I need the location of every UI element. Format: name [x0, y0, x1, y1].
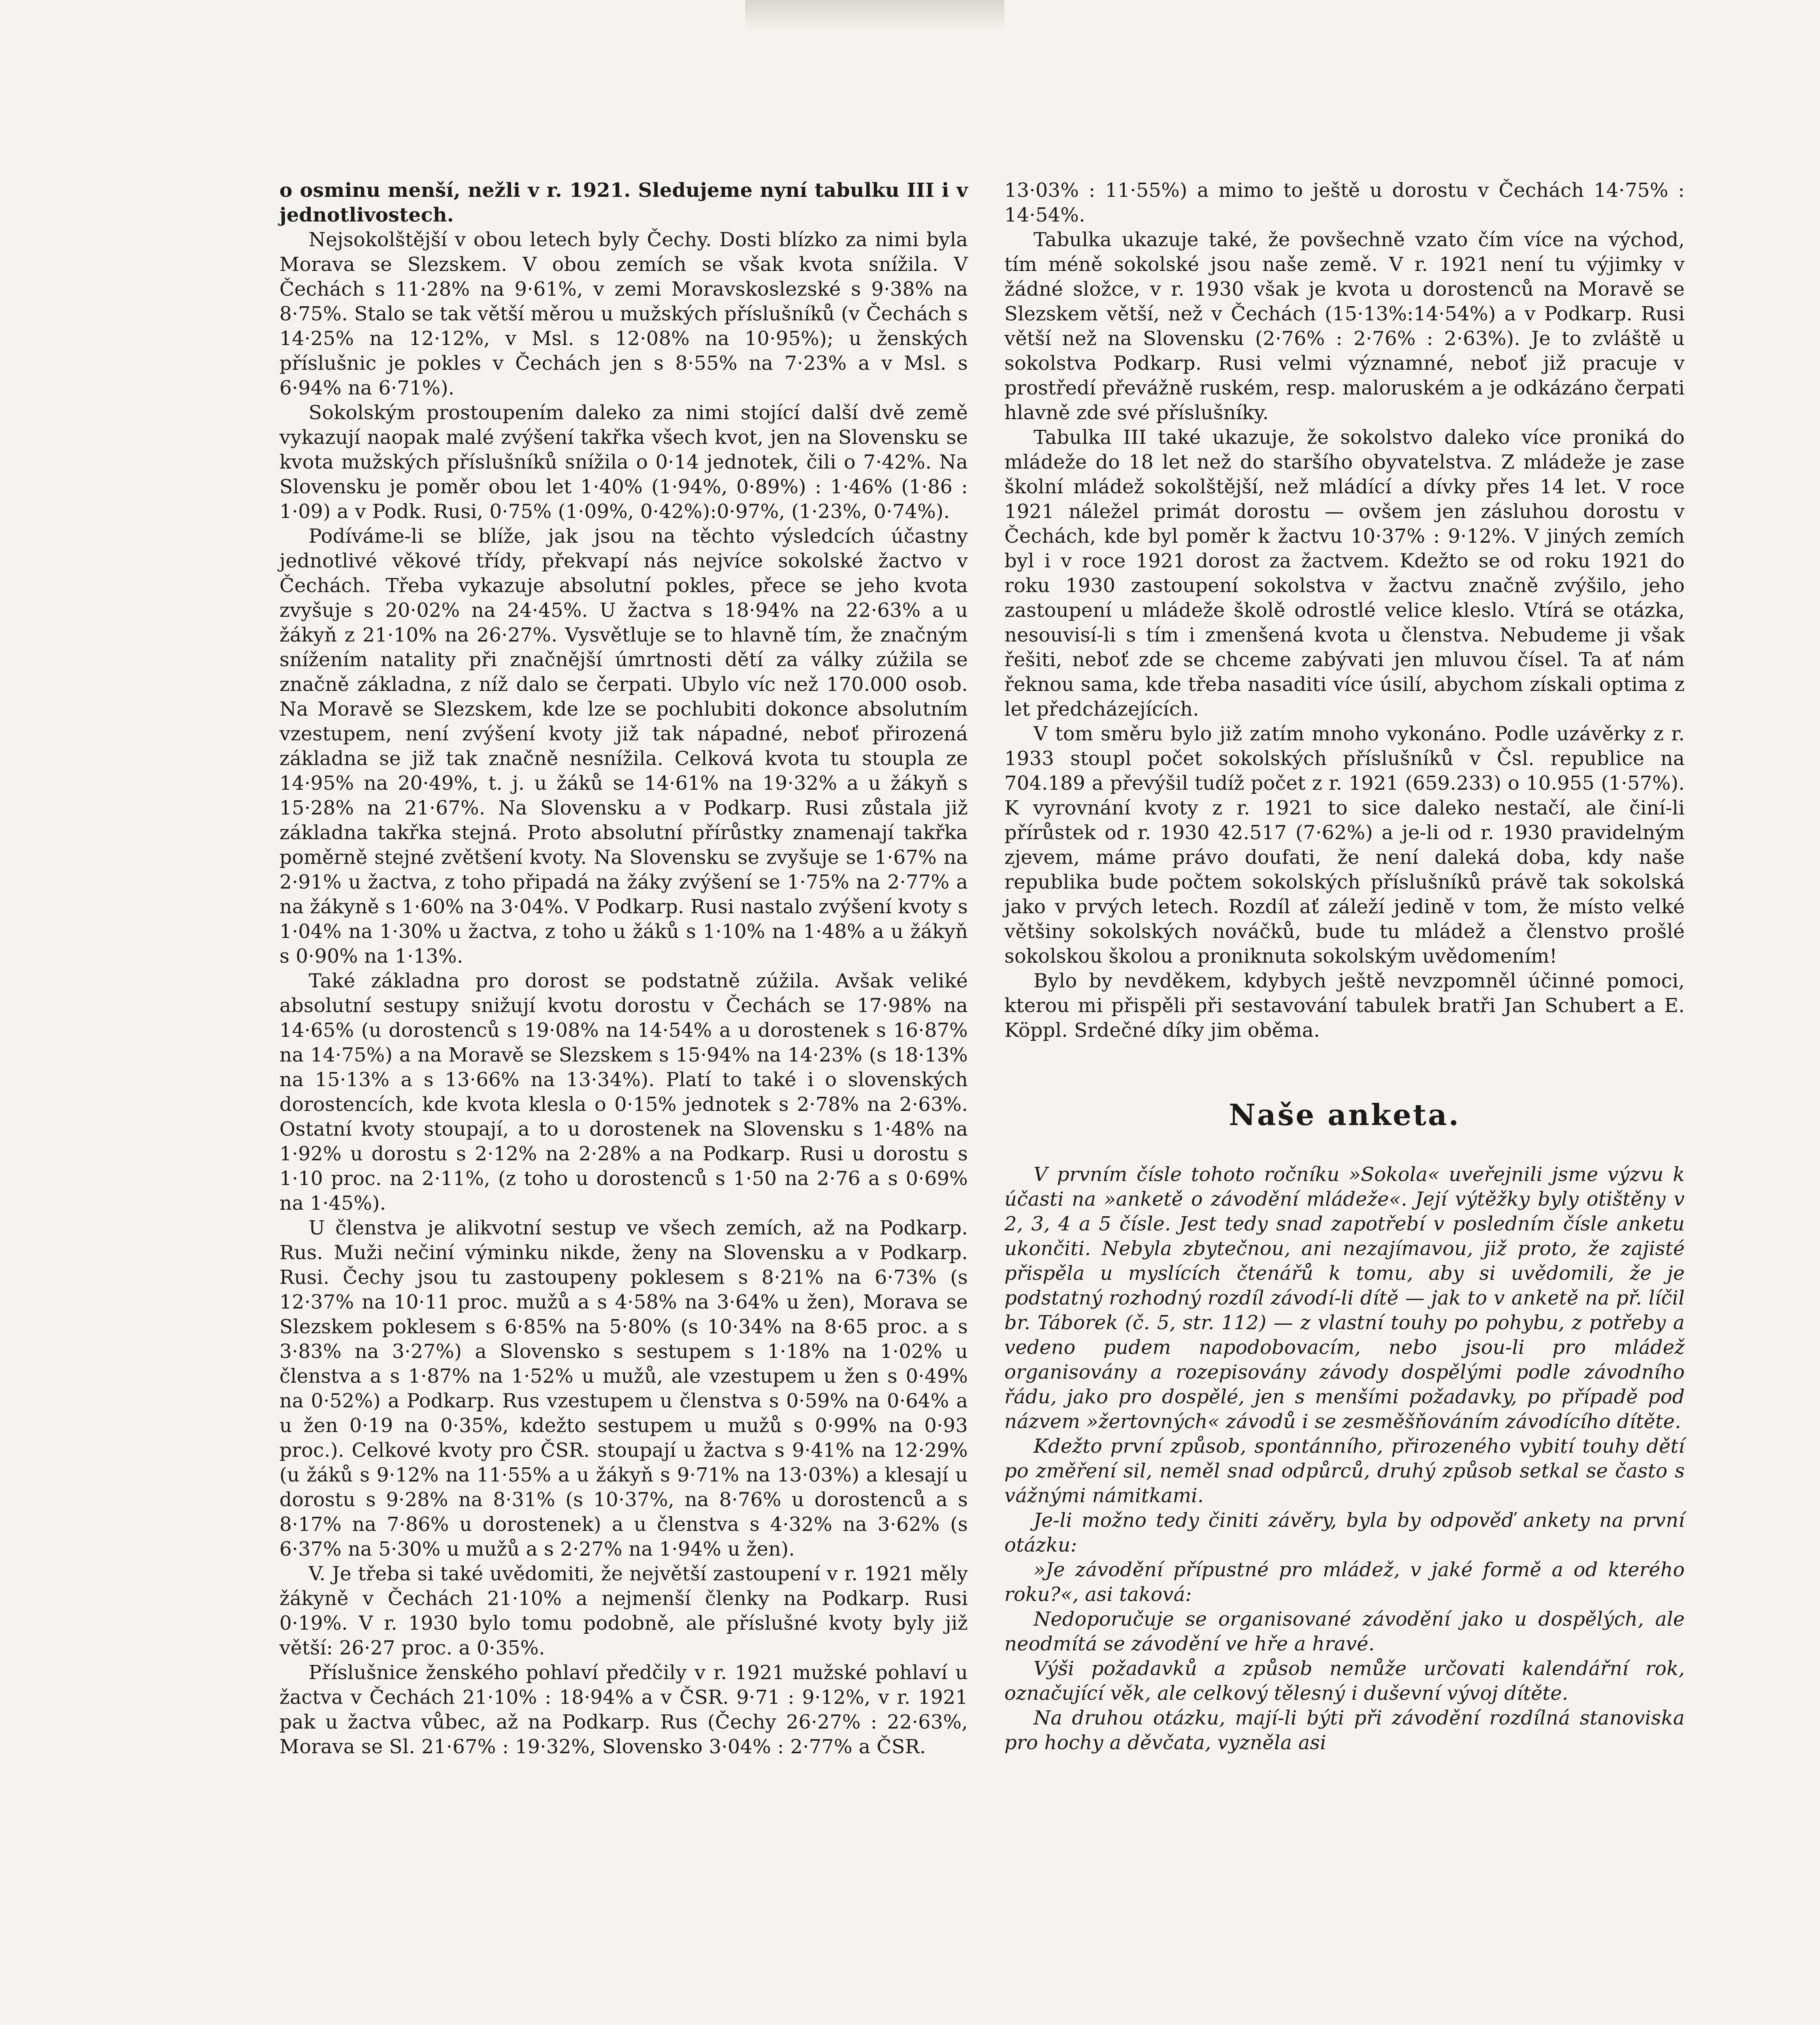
paragraph: V. Je třeba si také uvědomiti, že největší zastoupení v r. 1921 měly žákyně v Čechách 21·10% a nejmenší členky na Podkarp. Rusi 0·19%. V r. 1930 bylo tomu podobně, ale příslušné kvoty byly již větší: 26·27 proc. a 0·35%.: [279, 1562, 968, 1659]
paragraph: Výši požadavků a způsob nemůže určovati kalendářní rok, označující věk, ale celkový tělesný i duševní vývoj dítěte.: [1004, 1657, 1685, 1705]
paragraph: Nejsokolštější v obou letech byly Čechy. Dosti blízko za nimi byla Morava se Slezskem. V obou zemích se však kvota snížila. V Čechách s 11·28% na 9·61%, v zemi Moravskoslezské s 9·38% na 8·75%. Stalo se tak větší měrou u mužských příslušníků (v Čechách s 14·25% na 12·12%, v Msl. s 12·08% na 10·95%); u ženských příslušnic je pokles v Čechách jen s 8·55% na 7·23% a v Msl. s 6·94% na 6·71%).: [279, 228, 968, 399]
anketa-section: [1004, 1162, 1685, 1755]
paragraph: Podíváme-li se blíže, jak jsou na těchto výsledcích účastny jednotlivé věkové třídy, překvapí nás nejvíce sokolské žactvo v Čechách. Třeba vykazuje absolutní pokles, přece se jeho kvota zvyšuje s 20·02% na 24·45%. U žactva s 18·94% na 22·63% a u žákyň z 21·10% na 26·27%. Vysvětluje se to hlavně tím, že značným snížením natality při značnější úmrtnosti dětí za války zúžila se značně základna, z níž dalo se čerpati. Ubylo víc než 170.000 osob. Na Moravě se Slezskem, kde lze se pochlubiti dokonce absolutním vzestupem, není zvýšení kvoty již tak nápadné, neboť přirozená základna se již tak značně nesnížila. Celková kvota tu stoupla ze 14·95% na 20·49%, t. j. u žáků se 14·61% na 19·32% a u žákyň s 15·28% na 21·67%. Na Slovensku a v Podkarp. Rusi zůstala již základna takřka stejná. Proto absolutní přírůstky znamenají takřka poměrně stejné zvětšení kvoty. Na Slovensku se zvyšuje se 1·67% na 2·91% u žactva, z toho připadá na žáky zvýšení se 1·75% na 2·77% a na žákyně s 1·60% na 3·04%. V Podkarp. Rusi nastalo zvýšení kvoty s 1·04% na 1·30% u žactva, z toho u žáků s 1·10% na 1·48% a u žákyň s 0·90% na 1·13%.: [279, 525, 968, 968]
section-heading: Naše anketa.: [1229, 1098, 1460, 1132]
paragraph: 13·03% : 11·55%) a mimo to ještě u dorostu v Čechách 14·75% : 14·54%.: [1004, 179, 1685, 226]
paragraph: Sokolským prostoupením daleko za nimi stojící další dvě země vykazují naopak malé zvýšení takřka všech kvot, jen na Slovensku se kvota mužských příslušníků snížila o 0·14 jednotek, čili o 7·42%. Na Slovensku je poměr obou let 1·40% (1·94%, 0·89%) : 1·46% (1·86 : 1·09) a v Podk. Rusi, 0·75% (1·09%, 0·42%):0·97%, (1·23%, 0·74%).: [279, 401, 968, 523]
paragraph: Je-li možno tedy činiti závěry, byla by odpověď ankety na první otázku:: [1004, 1509, 1685, 1556]
paragraph: V tom směru bylo již zatím mnoho vykonáno. Podle uzávěrky z r. 1933 stoupl počet sokolských příslušníků v Čsl. republice na 704.189 a převýšil tudíž počet z r. 1921 (659.233) o 10.955 (1·57%). K vyrovnání kvoty z r. 1921 to sice daleko nestačí, ale činí-li přírůstek od r. 1930 42.517 (7·62%) a je-li od r. 1930 pravidelným zjevem, máme právo doufati, že není daleká doba, kdy naše republika bude počtem sokolských příslušníků právě tak sokolská jako v prvých letech. Rozdíl ať záleží jedině v tom, že místo velké většiny sokolských nováčků, bude tu mládež a členstvo prošlé sokolskou školou a proniknuta sokolským uvědomením!: [1004, 723, 1685, 968]
paragraph: Kdežto první způsob, spontánního, přirozeného vybití touhy dětí po změření sil, neměl snad odpůrců, druhý způsob setkal se často s vážnými námitkami.: [1004, 1435, 1685, 1507]
paragraph: Příslušnice ženského pohlaví předčily v r. 1921 mužské pohlaví u žactva v Čechách 21·10% : 18·94% a v ČSR. 9·71 : 9·12%, v r. 1921 pak u žactva vůbec, až na Podkarp. Rus (Čechy 26·27% : 22·63%, Morava se Sl. 21·67% : 19·32%, Slovensko 3·04% : 2·77% a ČSR.: [279, 1661, 968, 1758]
paragraph: o osminu menší, nežli v r. 1921. Sledujeme nyní tabulku III i v jednotlivostech.: [279, 179, 968, 226]
paragraph: Tabulka ukazuje také, že povšechně vzato čím více na východ, tím méně sokolské jsou naše země. V r. 1921 není tu výjimky v žádné složce, v r. 1930 však je kvota u dorostenců na Moravě se Slezskem větší, než v Čechách (15·13%:14·54%) a v Podkarp. Rusi větší než na Slovensku (2·76% : 2·76% : 2·63%). Je to zvláště u sokolstva Podkarp. Rusi velmi významné, neboť již pracuje v prostředí převážně ruském, resp. maloruském a je odkázáno čerpati hlavně zde své příslušníky.: [1004, 228, 1685, 424]
paragraph: »Je závodění přípustné pro mládež, v jaké formě a od kterého roku?«, asi taková:: [1004, 1558, 1685, 1606]
paragraph: Na druhou otázku, mají-li býti při závodění rozdílná stanoviska pro hochy a děvčata, vyzněla asi: [1004, 1707, 1685, 1754]
paragraph: V prvním čísle tohoto ročníku »Sokola« uveřejnili jsme výzvu k účasti na »anketě o závodění mládeže«. Její výtěžky byly otištěny v 2, 3, 4 a 5 čísle. Jest tedy snad zapotřebí v posledním čísle anketu ukončiti. Nebyla zbytečnou, ani nezajímavou, již proto, že zajisté přispěla u myslících čtenářů k tomu, aby si uvědomili, že je podstatný rozhodný rozdíl závodí-li dítě — jak to v anketě na př. líčil br. Táborek (č. 5, str. 112) — z vlastní touhy po pohybu, z potřeby a vedeno pudem napodobovacím, nebo jsou-li pro mládež organisovány a rozepisovány závody dospělými podle závodního řádu, jako pro dospělé, jen s menšími požadavky, po případě pod názvem »žertovných« závodů i se zesměšňováním závodícího dítěte.: [1004, 1163, 1685, 1433]
paragraph: Tabulka III také ukazuje, že sokolstvo daleko více proniká do mládeže do 18 let než do staršího obyvatelstva. Z mládeže je zase školní mládež sokolštější, než mládící a dívky přes 14 let. V roce 1921 náležel primát dorostu — ovšem jen zásluhou dorostu v Čechách, kde byl poměr k žactvu 10·37% : 9·12%. V jiných zemích byl i v roce 1921 dorost za žactvem. Kdežto se od roku 1921 do roku 1930 zastoupení sokolstva v žactvu značně zvýšilo, jeho zastoupení u mládeže školě odrostlé velice kleslo. Vtírá se otázka, nesouvisí-li s tím i zmenšená kvota u členstva. Nebudeme ji však řešiti, neboť zde se chceme zabývati jen mluvou čísel. Ta ať nám řeknou sama, kde třeba nasaditi více úsilí, abychom získali optima z let předcházejících.: [1004, 426, 1685, 720]
scan-artifact: [745, 0, 1004, 30]
right-column: [1004, 178, 1685, 1755]
paragraph: Bylo by nevděkem, kdybych ještě nevzpomněl účinné pomoci, kterou mi přispěli při sestavování tabulek bratři Jan Schubert a E. Köppl. Srdečné díky jim oběma.: [1004, 970, 1685, 1042]
paragraph: Nedoporučuje se organisované závodění jako u dospělých, ale neodmítá se závodění ve hře a hravé.: [1004, 1608, 1685, 1655]
paragraph: U členstva je alikvotní sestup ve všech zemích, až na Podkarp. Rus. Muži nečiní výminku nikde, ženy na Slovensku a v Podkarp. Rusi. Čechy jsou tu zastoupeny poklesem s 8·21% na 6·73% (s 12·37% na 10·11 proc. mužů a s 4·58% na 3·64% u žen), Morava se Slezskem poklesem s 6·85% na 5·80% (s 10·34% na 8·65 proc. a s 3·83% na 3·27%) a Slovensko s sestupem s 1·18% na 1·02% u členstva a s 1·87% na 1·52% u mužů, ale vzestupem u žen s 0·49% na 0·52%) a Podkarp. Rus vzestupem u členstva s 0·59% na 0·64% a u žen 0·19 na 0·35%, kdežto sestupem u mužů s 0·99% na 0·93 proc.). Celkové kvoty pro ČSR. stoupají u žactva s 9·41% na 12·29% (u žáků s 9·12% na 11·55% a u žákyň s 9·71% na 13·03%) a klesají u dorostu s 9·28% na 8·31% (s 10·37%, na 8·76% u dorostenců a s 8·17% na 7·86% u dorostenek) a u členstva s 4·32% na 3·62% (s 6·37% na 5·30% u mužů a s 2·27% na 1·94% u žen).: [279, 1217, 968, 1560]
left-column: [279, 178, 968, 1759]
paragraph: Také základna pro dorost se podstatně zúžila. Avšak veliké absolutní sestupy snižují kvotu dorostu v Čechách se 17·98% na 14·65% (u dorostenců s 19·08% na 14·54% a u dorostenek s 16·87% na 14·75%) a na Moravě se Slezskem s 15·94% na 14·23% (s 18·13% na 15·13% a s 13·66% na 13·34%). Platí to také i o slovenských dorostencích, kde kvota klesla o 0·15% jednotek s 2·78% na 2·63%. Ostatní kvoty stoupají, a to u dorostenek na Slovensku s 1·48% na 1·92% u dorostu s 2·12% na 2·28% a na Podkarp. Rusi u dorostu s 1·10 proc. na 2·11%, (z toho u dorostenců s 1·50 na 2·76 a s 0·69% na 1·45%).: [279, 970, 968, 1215]
